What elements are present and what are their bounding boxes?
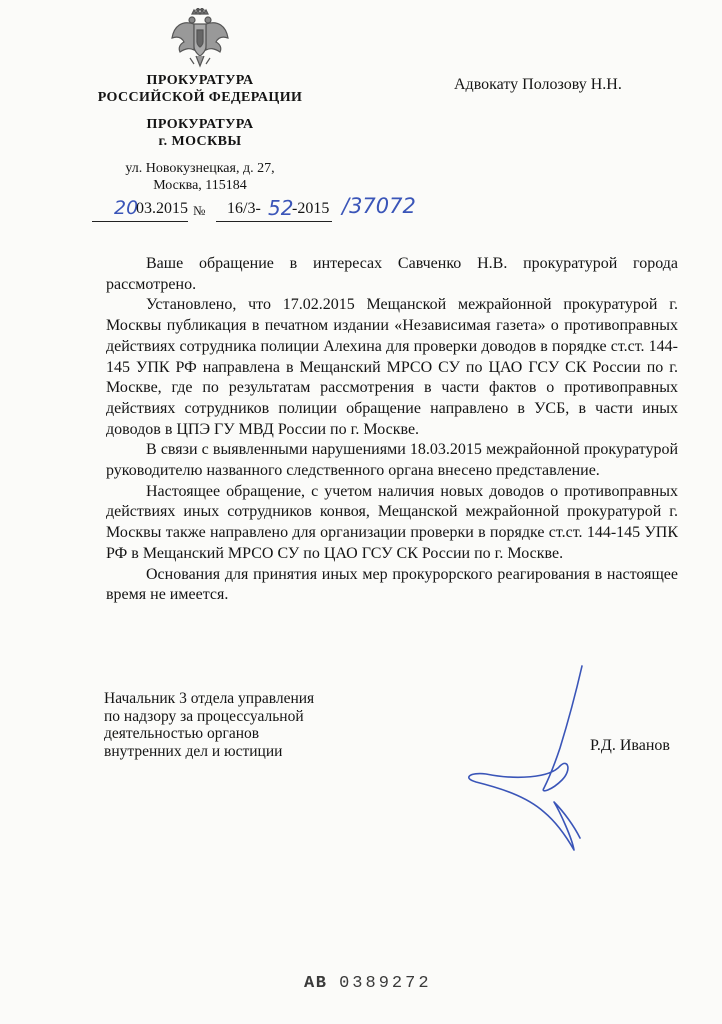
- signer-name: Р.Д. Иванов: [590, 737, 670, 754]
- signer-title-line3: деятельностью органов: [104, 725, 260, 742]
- handwritten-signature: [456, 662, 656, 862]
- sender-office: [60, 116, 340, 150]
- number-sign: №: [193, 203, 206, 218]
- date-underline: [92, 221, 188, 222]
- signer-title: [104, 690, 354, 760]
- sender-org-line2: РОССИЙСКОЙ ФЕДЕРАЦИИ: [97, 90, 303, 105]
- body-paragraph-1: Ваше обращение в интересах Савченко Н.В. прокуратурой города рассмотрено.: [106, 255, 678, 293]
- sender-address: [60, 160, 340, 194]
- handwritten-day: 20: [114, 197, 139, 219]
- form-serial-number: [304, 974, 432, 993]
- recipient: Адвокату Полозову Н.Н.: [454, 76, 622, 93]
- signer-title-line2: по надзору за процессуальной: [104, 707, 304, 725]
- number-suffix: -2015: [292, 200, 330, 217]
- form-number: 0389272: [339, 974, 432, 993]
- handwritten-registry-number: /37072: [342, 194, 416, 218]
- sender-address-line1: ул. Новокузнецкая, д. 27,: [125, 161, 275, 176]
- handwritten-number: 52: [268, 196, 294, 220]
- body-paragraph-3: В связи с выявленными нарушениями 18.03.2015 межрайонной прокуратурой руководителю названного следственного органа внесено представление.: [106, 441, 678, 480]
- coat-of-arms-emblem: [170, 8, 230, 70]
- signer-title-line1: Начальник 3 отдела управления: [104, 690, 315, 707]
- sender-organization: [60, 72, 340, 106]
- signer-title-line4: внутренних дел и юстиции: [104, 742, 283, 760]
- sender-office-line2: г. МОСКВЫ: [158, 134, 242, 149]
- number-underline: [216, 221, 332, 222]
- sender-org-line1: ПРОКУРАТУРА: [146, 73, 254, 88]
- sender-address-line2: Москва, 115184: [153, 178, 247, 193]
- number-prefix: 16/3-: [227, 200, 261, 217]
- letter-body: [106, 254, 678, 606]
- printed-date: 03.2015: [136, 200, 188, 217]
- body-paragraph-4: Настоящее обращение, с учетом наличия новых доводов о противоправных действиях иных сотрудников конвоя, Мещанской межрайонной прокуратурой г. Москвы также направлено для организации проверки в порядке ст.ст. 144-145 УПК РФ в Мещанский МРСО СУ по ЦАО ГСУ СК России по г. Москве.: [106, 482, 678, 562]
- body-paragraph-5: Основания для принятия иных мер прокурорского реагирования в настоящее время не имеется.: [106, 565, 678, 604]
- reference-line: [92, 194, 422, 224]
- form-series: АВ: [304, 974, 328, 993]
- sender-office-line1: ПРОКУРАТУРА: [146, 117, 254, 132]
- body-paragraph-2: Установлено, что 17.02.2015 Мещанской межрайонной прокуратурой г. Москвы публикация в печатном издании «Независимая газета» о противоправных действиях сотрудника полиции Алехина для проверки доводов в порядке ст.ст. 144-145 УПК РФ направлена в Мещанский МРСО СУ по ЦАО ГСУ СК России по г. Москве, где по результатам рассмотрения в части фактов о противоправных действиях сотрудников полиции обращение направлено в УСБ, в части иных доводов в ЦПЭ ГУ МВД России по г. Москве.: [106, 296, 678, 438]
